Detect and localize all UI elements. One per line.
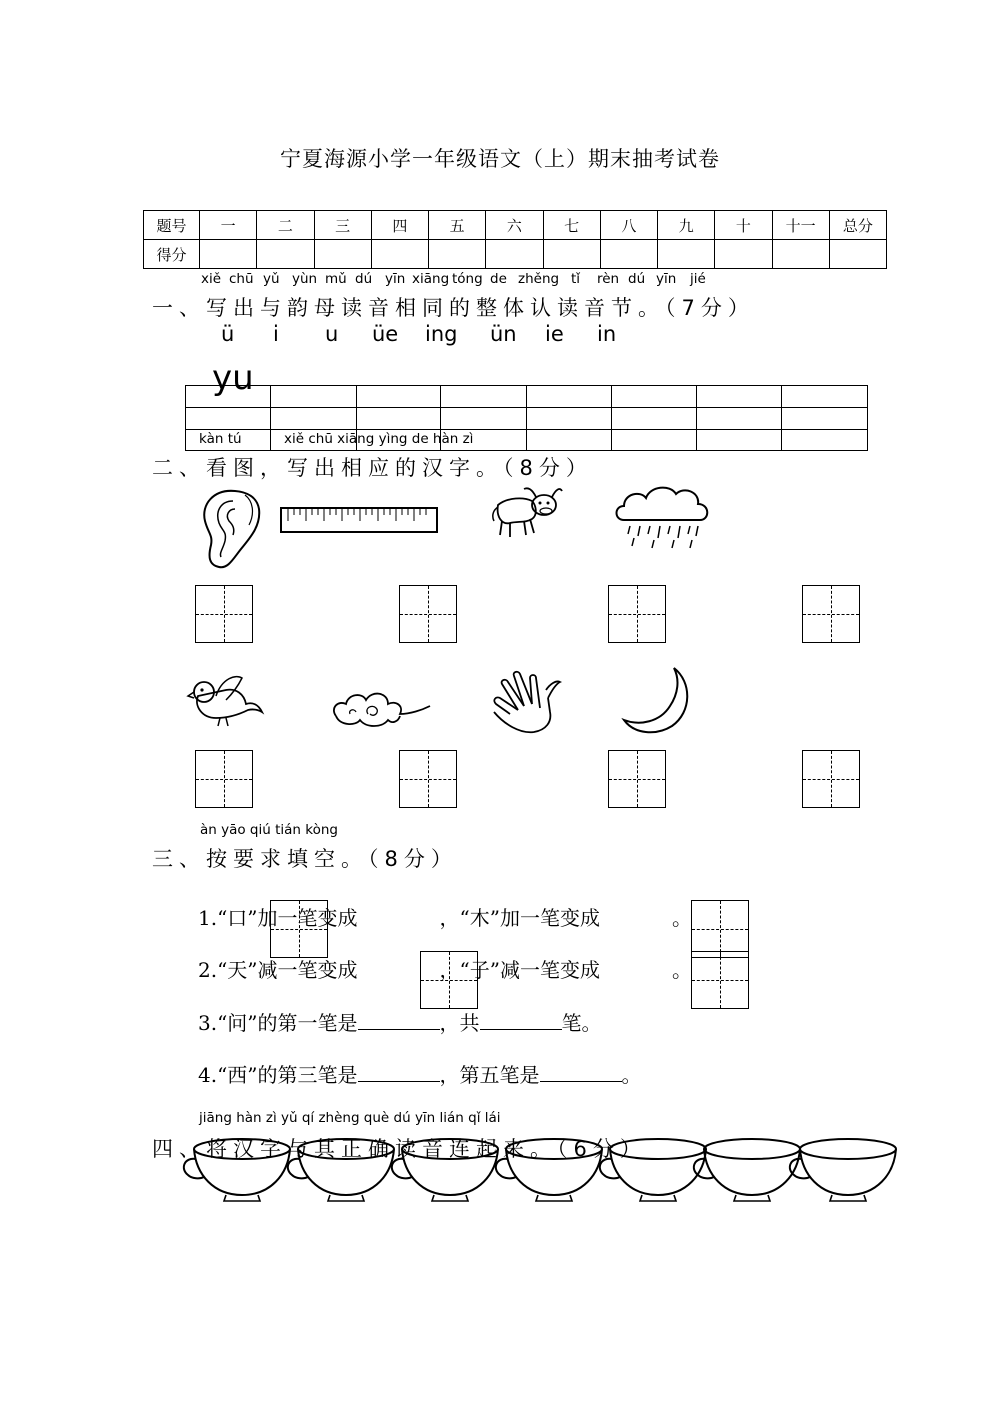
answer-blank[interactable] bbox=[358, 1029, 440, 1030]
section3-pinyin: àn yāo qiú tián kòng bbox=[200, 822, 338, 838]
pinyin-syllable: rèn bbox=[597, 271, 620, 287]
question-text: 4.“西”的第三笔是 bbox=[198, 1063, 358, 1087]
rain-cloud-icon bbox=[612, 480, 712, 552]
character-writing-box[interactable] bbox=[195, 585, 253, 643]
vowel: ing bbox=[425, 322, 458, 346]
score-table-cell: 七 bbox=[543, 211, 600, 240]
section4-pinyin: jiāng hàn zì yǔ qí zhèng què dú yīn lián qǐ lái bbox=[199, 1110, 501, 1126]
question-text: 。 bbox=[621, 1063, 642, 1087]
score-table-cell: 十一 bbox=[772, 211, 829, 240]
score-table-cell: 一 bbox=[200, 211, 257, 240]
section2-pinyin-right: xiě chū xiāng yìng de hàn zì bbox=[284, 431, 474, 447]
character-writing-box[interactable] bbox=[195, 750, 253, 808]
character-writing-box[interactable] bbox=[399, 585, 457, 643]
vowel: ün bbox=[490, 322, 517, 346]
character-writing-box[interactable] bbox=[802, 750, 860, 808]
vowel: u bbox=[325, 322, 339, 346]
character-writing-box[interactable] bbox=[399, 750, 457, 808]
character-writing-box[interactable] bbox=[608, 585, 666, 643]
answer-blank[interactable] bbox=[358, 1081, 440, 1082]
pinyin-syllable: chū bbox=[229, 271, 254, 287]
vowel: in bbox=[597, 322, 617, 346]
pinyin-syllable: yùn bbox=[292, 271, 318, 287]
question-text: 。 bbox=[671, 958, 692, 982]
score-table-score-row bbox=[144, 240, 887, 269]
answer-blank[interactable] bbox=[540, 1081, 622, 1082]
hand-icon bbox=[490, 668, 562, 740]
vowel: ü bbox=[221, 322, 235, 346]
score-input-cell[interactable] bbox=[772, 240, 829, 269]
vowel: üe bbox=[372, 322, 399, 346]
question-3 bbox=[198, 1007, 602, 1036]
question-text: 2.“天”减一笔变成 bbox=[198, 958, 358, 982]
section2-pinyin-left: kàn tú bbox=[199, 431, 242, 447]
score-table-cell: 得分 bbox=[144, 240, 200, 269]
score-table bbox=[143, 210, 887, 269]
pinyin-syllable: yīn bbox=[656, 271, 677, 287]
page-title: 宁夏海源小学一年级语文（上）期末抽考试卷 bbox=[280, 147, 720, 171]
score-input-cell[interactable] bbox=[314, 240, 371, 269]
question-text: 1.“口”加一笔变成 bbox=[198, 906, 358, 930]
ruler-icon bbox=[278, 505, 440, 535]
question-4 bbox=[198, 1059, 642, 1088]
pinyin-syllable: dú bbox=[355, 271, 373, 287]
character-writing-box[interactable] bbox=[802, 585, 860, 643]
pinyin-syllable: tǐ bbox=[571, 271, 581, 287]
pinyin-syllable: tóng bbox=[452, 271, 483, 287]
score-input-cell[interactable] bbox=[600, 240, 657, 269]
question-text: ，第五笔是 bbox=[439, 1063, 540, 1087]
character-writing-box[interactable] bbox=[691, 951, 749, 1009]
score-table-cell: 题号 bbox=[144, 211, 200, 240]
character-writing-box[interactable] bbox=[608, 750, 666, 808]
pinyin-syllable: mǔ bbox=[325, 271, 347, 287]
section1-title: 一、写出与韵母读音相同的整体认读音节。（7分） bbox=[152, 296, 755, 320]
score-input-cell[interactable] bbox=[829, 240, 886, 269]
cow-icon bbox=[488, 483, 564, 541]
pinyin-syllable: jié bbox=[690, 271, 706, 287]
score-input-cell[interactable] bbox=[658, 240, 715, 269]
section1-pinyin bbox=[0, 271, 1000, 289]
character-writing-box[interactable] bbox=[691, 900, 749, 958]
vowel-list bbox=[0, 322, 1000, 348]
score-table-cell: 十 bbox=[715, 211, 772, 240]
score-table-cell: 二 bbox=[257, 211, 314, 240]
score-table-header-row bbox=[144, 211, 887, 240]
score-input-cell[interactable] bbox=[371, 240, 428, 269]
cup-icon bbox=[694, 1139, 800, 1201]
pinyin-syllable: yīn bbox=[385, 271, 406, 287]
score-table-cell: 总分 bbox=[829, 211, 886, 240]
answer-blank[interactable] bbox=[480, 1029, 562, 1030]
ear-icon bbox=[195, 487, 265, 569]
example-answer: yu bbox=[212, 358, 254, 398]
section3-title: 三、按要求填空。（8分） bbox=[152, 847, 458, 871]
score-input-cell[interactable] bbox=[257, 240, 314, 269]
question-text: ，“木”加一笔变成 bbox=[439, 906, 600, 930]
question-text: 笔。 bbox=[561, 1011, 602, 1035]
score-input-cell[interactable] bbox=[486, 240, 543, 269]
pinyin-syllable: de bbox=[490, 271, 507, 287]
score-table-cell: 九 bbox=[658, 211, 715, 240]
cloud-icon bbox=[330, 686, 432, 730]
score-table-cell: 五 bbox=[429, 211, 486, 240]
question-text: 。 bbox=[671, 906, 692, 930]
vowel: i bbox=[273, 322, 279, 346]
score-input-cell[interactable] bbox=[429, 240, 486, 269]
vowel: ie bbox=[545, 322, 564, 346]
character-writing-box[interactable] bbox=[270, 900, 328, 958]
score-table-cell: 八 bbox=[600, 211, 657, 240]
score-table-cell: 三 bbox=[314, 211, 371, 240]
question-text: 3.“问”的第一笔是 bbox=[198, 1011, 358, 1035]
question-text: ，“子”减一笔变成 bbox=[439, 958, 600, 982]
score-input-cell[interactable] bbox=[200, 240, 257, 269]
score-input-cell[interactable] bbox=[715, 240, 772, 269]
moon-icon bbox=[622, 664, 692, 736]
score-input-cell[interactable] bbox=[543, 240, 600, 269]
pinyin-syllable: zhěng bbox=[518, 271, 560, 287]
section2-title: 二、看图，写出相应的汉字。（8分） bbox=[152, 456, 593, 480]
pinyin-syllable: xiāng bbox=[412, 271, 450, 287]
pinyin-syllable: xiě bbox=[201, 271, 222, 287]
character-writing-box[interactable] bbox=[420, 951, 478, 1009]
question-text: ，共 bbox=[439, 1011, 480, 1035]
score-table-cell: 四 bbox=[371, 211, 428, 240]
bird-icon bbox=[186, 672, 264, 728]
score-table-cell: 六 bbox=[486, 211, 543, 240]
cup-icon bbox=[790, 1139, 896, 1201]
pinyin-syllable: yǔ bbox=[263, 271, 280, 287]
pinyin-syllable: dú bbox=[628, 271, 646, 287]
section4-title: 四、将汉字与其正确读音连起来。（6分） bbox=[152, 1137, 647, 1161]
